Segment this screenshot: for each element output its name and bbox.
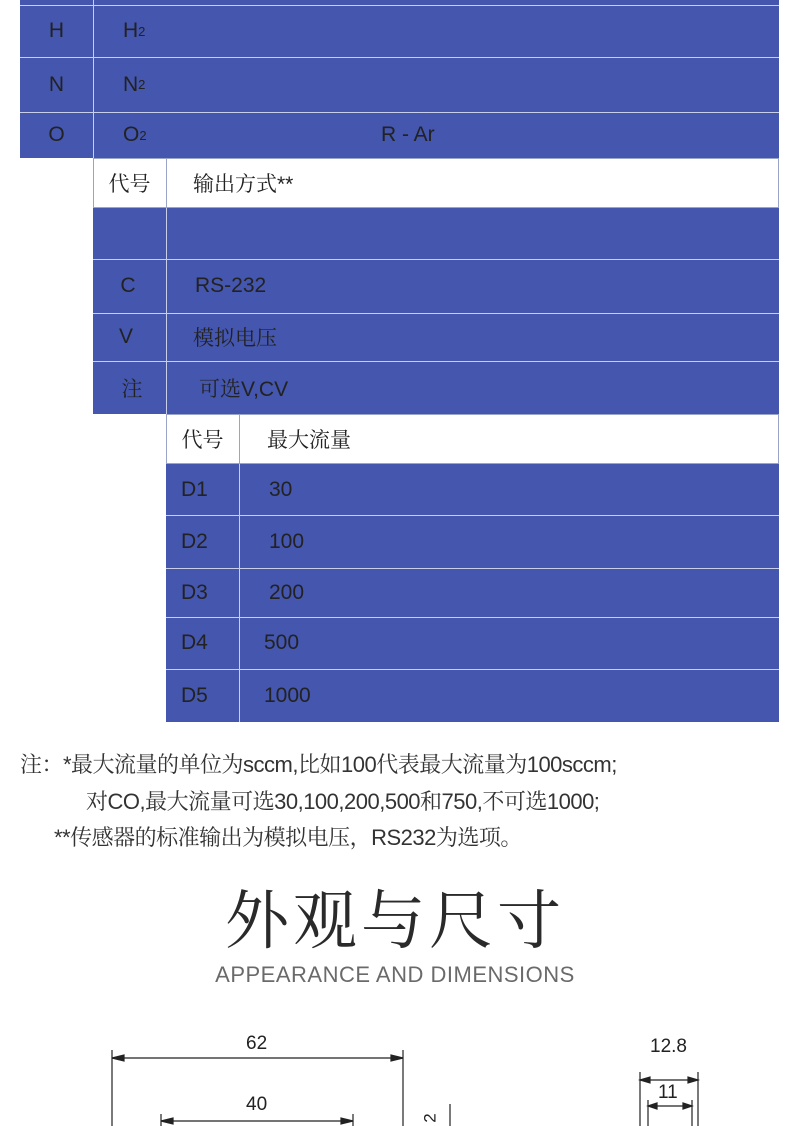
gas-formula: H: [123, 19, 139, 42]
flow-code-text: D2: [181, 529, 208, 553]
flow-value-d2: [269, 515, 569, 568]
arrow-left-icon: [161, 1118, 173, 1124]
dim-label-40: 40: [246, 1094, 268, 1115]
output-value-analog: [193, 313, 593, 361]
output-code-text: 注: [121, 377, 143, 401]
arrow-right-icon: [683, 1103, 692, 1109]
flow-header-code-text: 代号: [181, 429, 224, 452]
output-header-divider: [166, 158, 167, 208]
flow-header-code: [166, 414, 239, 464]
gas-extra-text: R - Ar: [381, 123, 435, 146]
section-title: 外观与尺寸: [225, 885, 565, 959]
gas-code-h: [20, 5, 93, 57]
flow-code-text: D4: [181, 631, 208, 654]
arrow-right-icon: [688, 1077, 698, 1083]
output-header-code-text: 代号: [108, 173, 151, 196]
output-header-code: [93, 158, 166, 208]
output-code-c: [93, 259, 163, 313]
note-line-1: 注：*最大流量的单位为sccm,比如100代表最大流量为100sccm;: [20, 752, 617, 777]
flow-code-d4: [181, 617, 236, 669]
output-header-label-text: 输出方式**: [193, 173, 294, 196]
output-code-note: [93, 361, 171, 414]
flow-value-d4: [264, 617, 564, 669]
note-line-2: 对CO,最大流量可选30,100,200,500和750,不可选1000;: [86, 789, 600, 814]
output-value-rs232: [195, 259, 595, 313]
output-header-label: [193, 158, 593, 208]
flow-code-d2: [181, 515, 236, 568]
gas-code-n: [20, 57, 93, 112]
flow-header-divider: [239, 414, 240, 464]
flow-value-text: 200: [269, 580, 305, 604]
arrow-right-icon: [391, 1055, 403, 1061]
dim-label-12-8: 12.8: [650, 1036, 687, 1057]
flow-value-d1: [269, 464, 569, 515]
output-code-text: V: [118, 325, 133, 348]
flow-value-text: 100: [269, 529, 305, 553]
arrow-right-icon: [341, 1118, 353, 1124]
flow-code-d5: [181, 669, 236, 722]
flow-value-text: 30: [269, 477, 293, 501]
gas-code-o: [20, 112, 93, 158]
output-value-text: RS-232: [195, 274, 267, 297]
arrow-left-icon: [648, 1103, 657, 1109]
dim-label-62: 62: [246, 1033, 268, 1054]
flow-code-d3: [181, 568, 236, 617]
output-value-text: 可选V,CV: [199, 377, 289, 401]
output-value-blank: [193, 208, 593, 259]
flow-header-label: [267, 414, 667, 464]
section-subtitle: APPEARANCE AND DIMENSIONS: [215, 962, 575, 987]
output-code-text: C: [120, 274, 136, 297]
gas-code-text: O: [48, 123, 65, 146]
gas-table-col-divider: [93, 0, 94, 158]
flow-col-divider: [239, 464, 240, 722]
flow-header-label-text: 最大流量: [267, 429, 351, 452]
gas-formula: N: [123, 72, 139, 96]
gas-subscript: 2: [139, 127, 147, 143]
arrow-left-icon: [640, 1077, 650, 1083]
output-code-blank: [93, 208, 166, 259]
flow-value-d5: [264, 669, 564, 722]
output-value-text: 模拟电压: [193, 327, 277, 350]
gas-code-text: H: [48, 19, 65, 42]
gas-subscript: 2: [138, 23, 146, 39]
flow-code-text: D1: [181, 477, 208, 501]
flow-code-d1: [181, 464, 236, 515]
gas-name-o2: [123, 112, 323, 158]
dim-label-2: 2: [420, 1113, 440, 1123]
gas-code-text: N: [48, 72, 65, 96]
flow-code-text: D5: [181, 683, 208, 707]
gas-name-h2: [123, 5, 323, 57]
flow-value-d3: [269, 568, 569, 617]
gas-formula: O: [123, 123, 140, 146]
note-line-3: **传感器的标准输出为模拟电压，RS232为选项。: [54, 825, 522, 850]
gas-name-n2: [123, 57, 323, 112]
output-value-note: [199, 361, 599, 414]
flow-value-text: 1000: [264, 683, 311, 707]
arrow-left-icon: [112, 1055, 124, 1061]
gas-extra-r-ar: [381, 112, 581, 158]
flow-code-text: D3: [181, 580, 208, 604]
gas-subscript: 2: [138, 77, 146, 92]
output-code-v: [93, 313, 159, 361]
flow-value-text: 500: [264, 631, 300, 654]
dim-label-11: 11: [658, 1082, 678, 1103]
